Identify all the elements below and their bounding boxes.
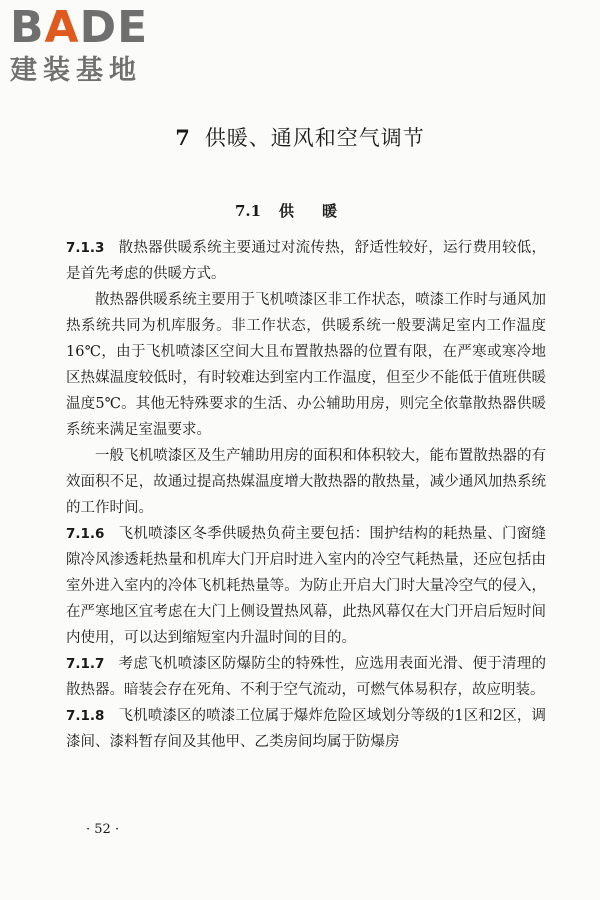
logo-subtitle: 建装基地 bbox=[10, 55, 142, 86]
paragraph-text: 飞机喷漆区冬季供暖热负荷主要包括：围护结构的耗热量、门窗缝隙冷风渗透耗热量和机库大门开启时进入室内的冷空气耗热量，还应包括由室外进入室内的冷体飞机耗热量等。为防止开启大门时大量冷空气的侵入，在严寒地区宜考虑在大门上侧设置热风幕，此热风幕仅在大门开启后短时间内使用，可以达到缩短室内升温时间的目的。 bbox=[66, 526, 546, 646]
logo-letter-accent: A bbox=[44, 2, 80, 53]
paragraph bbox=[66, 235, 546, 287]
brand-logo bbox=[10, 4, 180, 88]
section-title: 供暖 bbox=[279, 202, 366, 220]
paragraph-text: 一般飞机喷漆区及生产辅助用房的面积和体积较大，能布置散热器的有效面积不足，故通过提高热媒温度增大散热器的散热量，减少通风加热系统的工作时间。 bbox=[66, 448, 546, 516]
chapter-number: 7 bbox=[175, 125, 191, 150]
page-number: · 52 · bbox=[86, 822, 120, 837]
paragraph bbox=[66, 651, 546, 703]
chapter-heading bbox=[0, 122, 600, 152]
paragraph-text: 飞机喷漆区的喷漆工位属于爆炸危险区域划分等级的1区和2区，调漆间、漆料暂存间及其他甲、乙类房间均属于防爆房 bbox=[66, 708, 546, 750]
clause-number: 7.1.3 bbox=[66, 240, 105, 256]
section-heading bbox=[0, 200, 600, 221]
clause-number: 7.1.8 bbox=[66, 708, 105, 724]
paragraph bbox=[66, 443, 546, 521]
paragraph bbox=[66, 521, 546, 651]
logo-letters: DE bbox=[79, 2, 149, 53]
paragraph-text: 考虑飞机喷漆区防爆防尘的特殊性，应选用表面光滑、便于清理的散热器。暗装会存在死角、不利于空气流动，可燃气体易积存，故应明装。 bbox=[66, 656, 546, 698]
paragraph bbox=[66, 703, 546, 755]
clause-number: 7.1.6 bbox=[66, 526, 105, 542]
paragraph bbox=[66, 287, 546, 443]
logo-letter: B bbox=[10, 2, 45, 53]
paragraph-text: 散热器供暖系统主要通过对流传热，舒适性较好，运行费用较低，是首先考虑的供暖方式。 bbox=[66, 240, 546, 282]
clause-number: 7.1.7 bbox=[66, 656, 105, 672]
logo-mark bbox=[10, 4, 180, 52]
body-text bbox=[66, 235, 546, 755]
section-number: 7.1 bbox=[234, 202, 262, 220]
paragraph-text: 散热器供暖系统主要用于飞机喷漆区非工作状态，喷漆工作时与通风加热系统共同为机库服务。非工作状态，供暖系统一般要满足室内工作温度16℃，由于飞机喷漆区空间大且布置散热器的位置有限，在严寒或寒冷地区热媒温度较低时，有时较难达到室内工作温度，但至少不能低于值班供暖温度5℃。其他无特殊要求的生活、办公辅助用房，则完全依靠散热器供暖系统来满足室温要求。 bbox=[66, 292, 546, 438]
chapter-title: 供暖、通风和空气调节 bbox=[204, 126, 425, 150]
